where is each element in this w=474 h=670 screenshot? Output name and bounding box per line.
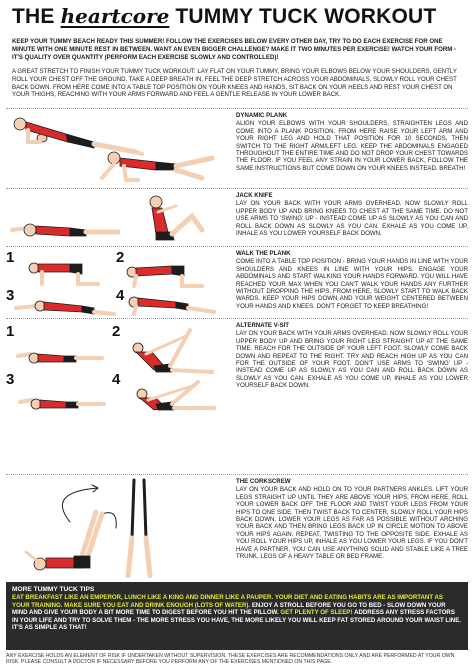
step-number: 3 — [6, 371, 15, 388]
step-number: 1 — [6, 250, 15, 266]
divider — [6, 318, 468, 319]
exercise-text: LAY ON YOUR BACK AND HOLD ON TO YOUR PARTNERS ANKLES. LIFT YOUR LEGS STRAIGHT UP UNTIL THEY ARE ABOVE YOUR HIPS. FROM HERE, ROLL YOUR LOWER BACK OFF THE FLOOR AND TWIST YOUR LEGS FROM YOUR HIPS TO ONE SIDE. THEN TWIST BACK TO CENTER, SLOWLY ROLL YOUR HIPS BACK DOWN, LOWER YOUR LEGS AS FAR AS POSSIBLE WITHOUT ARCHING YOUR BACK AND THEN BRING LEGS BACK UP IN CIRCLE MOTION TO ABOVE YOUR HIPS AGAIN. REPEAT, TWISTING TO THE OPPOSITE SIDE. EXHALE AS YOU ROLL YOUR HIPS UP, INHALE AS YOU LOWER YOUR LEGS. IF YOU DON'T HAVE A PARTNER, YOU CAN USE ANYTHING SOLID AND STABLE LIKE A TREE TRUNK, LEGS OF A HEAVY TABLE OR BED FRAME. — [236, 486, 468, 561]
corkscrew-description — [236, 478, 468, 560]
exercise-text: LAY ON YOUR BACK WITH YOUR ARMS OVERHEAD. NOW SLOWLY ROLL YOUR UPPER BODY UP AND BRING YOUR RIGHT LEG STRAIGHT UP AT THE SAME TIME. REACH FOR THE OUTSIDE OF YOUR LEFT FOOT. SLOWLY COME BACK DOWN AND REPEAT TO THE RIGHT. TRY AND REACH HIGH UP AS YOU CAN FOR THE OUTSIDE OF YOUR FOOT. DON'T USE ARMS TO 'SWING' UP - INSTEAD COME UP AS SLOWLY AS YOU CAN AND ROLL BACK DOWN AS SLOWLY AS YOU CAN. EXHALE AS YOU COME UP, INHALE AS YOU LOWER YOURSELF BACK DOWN. — [236, 330, 468, 390]
divider — [6, 188, 468, 189]
tip-text: ADDRESS ANY STRESS FACTORS IN YOUR LIFE AND TRY TO SOLVE THEM - THE MORE STRESS YOU HAVE, THE MORE LIKELY YOU WILL KEEP FAT STORED AROUND YOUR WAIST LINE. IT'S AS SIMPLE AS THAT! — [12, 609, 461, 632]
jack-knife-description — [236, 192, 468, 237]
exercise-jack-knife — [6, 192, 468, 246]
step-number: 4 — [116, 287, 125, 304]
tips-title: MORE TUMMY TUCK TIPS — [12, 586, 95, 593]
alternate-v-sit-description — [236, 322, 468, 390]
exercise-text: LAY ON YOUR BACK WITH YOUR ARMS OVERHEAD. NOW SLOWLY ROLL UPPER BODY UP AND BRING KNEES TO CHEST AT THE SAME TIME. DO NOT USE ARMS TO 'SWING' UP - INSTEAD COME UP AS SLOWLY AS YOU CAN AND ROLL BACK DOWN AS SLOWLY AS YOU CAN. EXHALE AS YOU COME UP, INHALE AS YOU LOWER YOURSELF BACK DOWN. — [236, 200, 468, 238]
tip-text: ENJOY A STROLL BEFORE YOU GO TO BED - SLOW DOWN YOUR MIND AND GIVE YOUR BODY A BIT MORE TIME TO DIGEST BEFORE YOU HIT THE PILLOW. — [12, 601, 446, 617]
step-number: 2 — [112, 323, 121, 340]
divider — [6, 108, 468, 109]
stretch-text: A GREAT STRETCH TO FINISH YOUR TUMMY TUCK WORKOUT: LAY FLAT ON YOUR TUMMY, BRING YOUR ELBOWS BELOW YOUR SHOULDERS, GENTLY ROLL YOUR CHEST OFF THE GROUND. TAKE A DEEP BREATH IN, FEEL THE DEEP STRETCH ACROSS YOUR ABDOMINALS, SLOWLY ROLL YOUR CHEST BACK DOWN. FROM HERE COME INTO A TABLE TOP POSITION ON YOUR KNEES AND HANDS, SIT BACK ON YOUR HEELS AND REST YOUR CHEST ON YOUR THIGHS, REACHING WITH YOUR ARMS FORWARD AND FEEL A GENTLE RELEASE IN YOUR LOWER BACK. — [12, 68, 457, 99]
step-number: 2 — [116, 250, 125, 266]
exercise-corkscrew — [6, 478, 468, 578]
title-main: TUMMY TUCK WORKOUT — [175, 5, 437, 28]
divider — [6, 246, 468, 247]
tip-highlight: EAT BREAKFAST LIKE AN EMPEROR, LUNCH LIKE A KING AND DINNER LIKE A PAUPER. — [12, 594, 274, 602]
exercise-text: COME INTO A TABLE TOP POSITION - BRING YOUR HANDS IN LINE WITH YOUR SHOULDERS AND KNEES IN LINE WITH YOUR HIPS. ENGAGE YOUR ABDOMINALS AND START WALKING YOUR HANDS FORWARD. YOU WILL HAVE REACHED YOUR MAX WHEN YOU CAN'T WALK YOUR HANDS ANY FURTHER WITHOUT DROPPING THE HIPS. FROM HERE, SLOWLY START TO WALK BACK WARDS. KEEP YOUR HIPS DOWN AND YOUR WEIGHT CENTERED BETWEEN YOUR HANDS AND KNEES. DON'T FORGET TO KEEP BREATHING! — [236, 258, 468, 310]
tips-panel — [6, 582, 468, 650]
exercise-name: JACK KNIFE — [236, 192, 273, 199]
tip-highlight: YOUR DIET AND EATING HABITS ARE AS IMPORTANT AS YOUR TRAINING. MAKE SURE YOU EAT AND DRINK ENOUGH (LOTS OF WATER). — [12, 594, 443, 609]
exercise-dynamic-plank — [6, 112, 468, 188]
brand-logo-text: heartcore — [60, 4, 170, 28]
title-prefix: THE — [12, 5, 55, 28]
page-title — [12, 4, 436, 34]
exercise-walk-the-plank — [6, 250, 468, 318]
intro-text: KEEP YOUR TUMMY BEACH READY THIS SUMMER! FOLLOW THE EXERCISES BELOW EVERY OTHER DAY, TRY TO DO EACH EXERCISE FOR ONE MINUTE WITH ONE MINUTE REST IN BETWEEN. WANT AN EVEN BIGGER CHALLENGE? MAKE IT TWO MINUTES PER EXERCISE! WATCH YOUR FORM - IT'S QUALITY OVER QUANTITY (PERFORM EACH EXERCISE SLOWLY AND CONTROLLED)! — [12, 38, 457, 61]
exercise-name: THE CORKSCREW — [236, 478, 291, 485]
exercise-name: WALK THE PLANK — [236, 250, 291, 257]
jack-knife-illustration — [6, 192, 220, 246]
step-number: 1 — [6, 323, 15, 340]
tip-highlight: GET PLENTY OF SLEEP! — [280, 609, 353, 617]
dynamic-plank-description — [236, 112, 468, 172]
walk-the-plank-illustration — [6, 250, 220, 318]
corkscrew-illustration — [6, 478, 220, 578]
exercise-alternate-v-sit — [6, 322, 468, 412]
dynamic-plank-illustration — [6, 112, 220, 188]
disclaimer: ANY EXERCISE HOLDS AN ELEMENT OF RISK IF UNDERTAKEN WITHOUT SUPERVISION. THESE EXERCISES ARE RECOMMENDATIONS ONLY AND ARE PERFORMED AT YOUR OWN RISK. PLEASE CONSULT A DOCTOR IF NECESSARY BEFORE YOU PERFORM ANY OF THE EXERCISES MENTIONED ON THIS PAGE. — [6, 653, 455, 666]
step-number: 3 — [6, 287, 15, 304]
step-number: 4 — [112, 371, 121, 388]
exercise-name: DYNAMIC PLANK — [236, 112, 288, 119]
alternate-v-sit-illustration — [6, 322, 220, 412]
exercise-text: ALIGN YOUR ELBOWS WITH YOUR SHOULDERS, STRAIGHTEN LEGS AND COME INTO A PLANK POSITION. FROM HERE RAISE YOUR LEFT ARM AND YOUR RIGHT LEG AND HOLD THAT POSITION FOR 10 SECONDS, THEN SWITCH TO THE RIGHT ARM/LEFT LEG. KEEP THE ABDOMINALS ENGAGED THROUGHOUT THE ENTIRE TIME AND DO NOT DROP YOUR CHEST TOWARDS THE FLOOR. IF YOU FEEL ANY STRAIN IN YOUR LOWER BACK, FOLLOW THE SAME INSTRUCTIONS BUT COME DOWN ON YOUR KNEES INSTEAD. BREATH! — [236, 120, 468, 172]
divider — [6, 474, 468, 475]
exercise-name: ALTERNATE V-SIT — [236, 322, 289, 329]
walk-the-plank-description — [236, 250, 468, 310]
